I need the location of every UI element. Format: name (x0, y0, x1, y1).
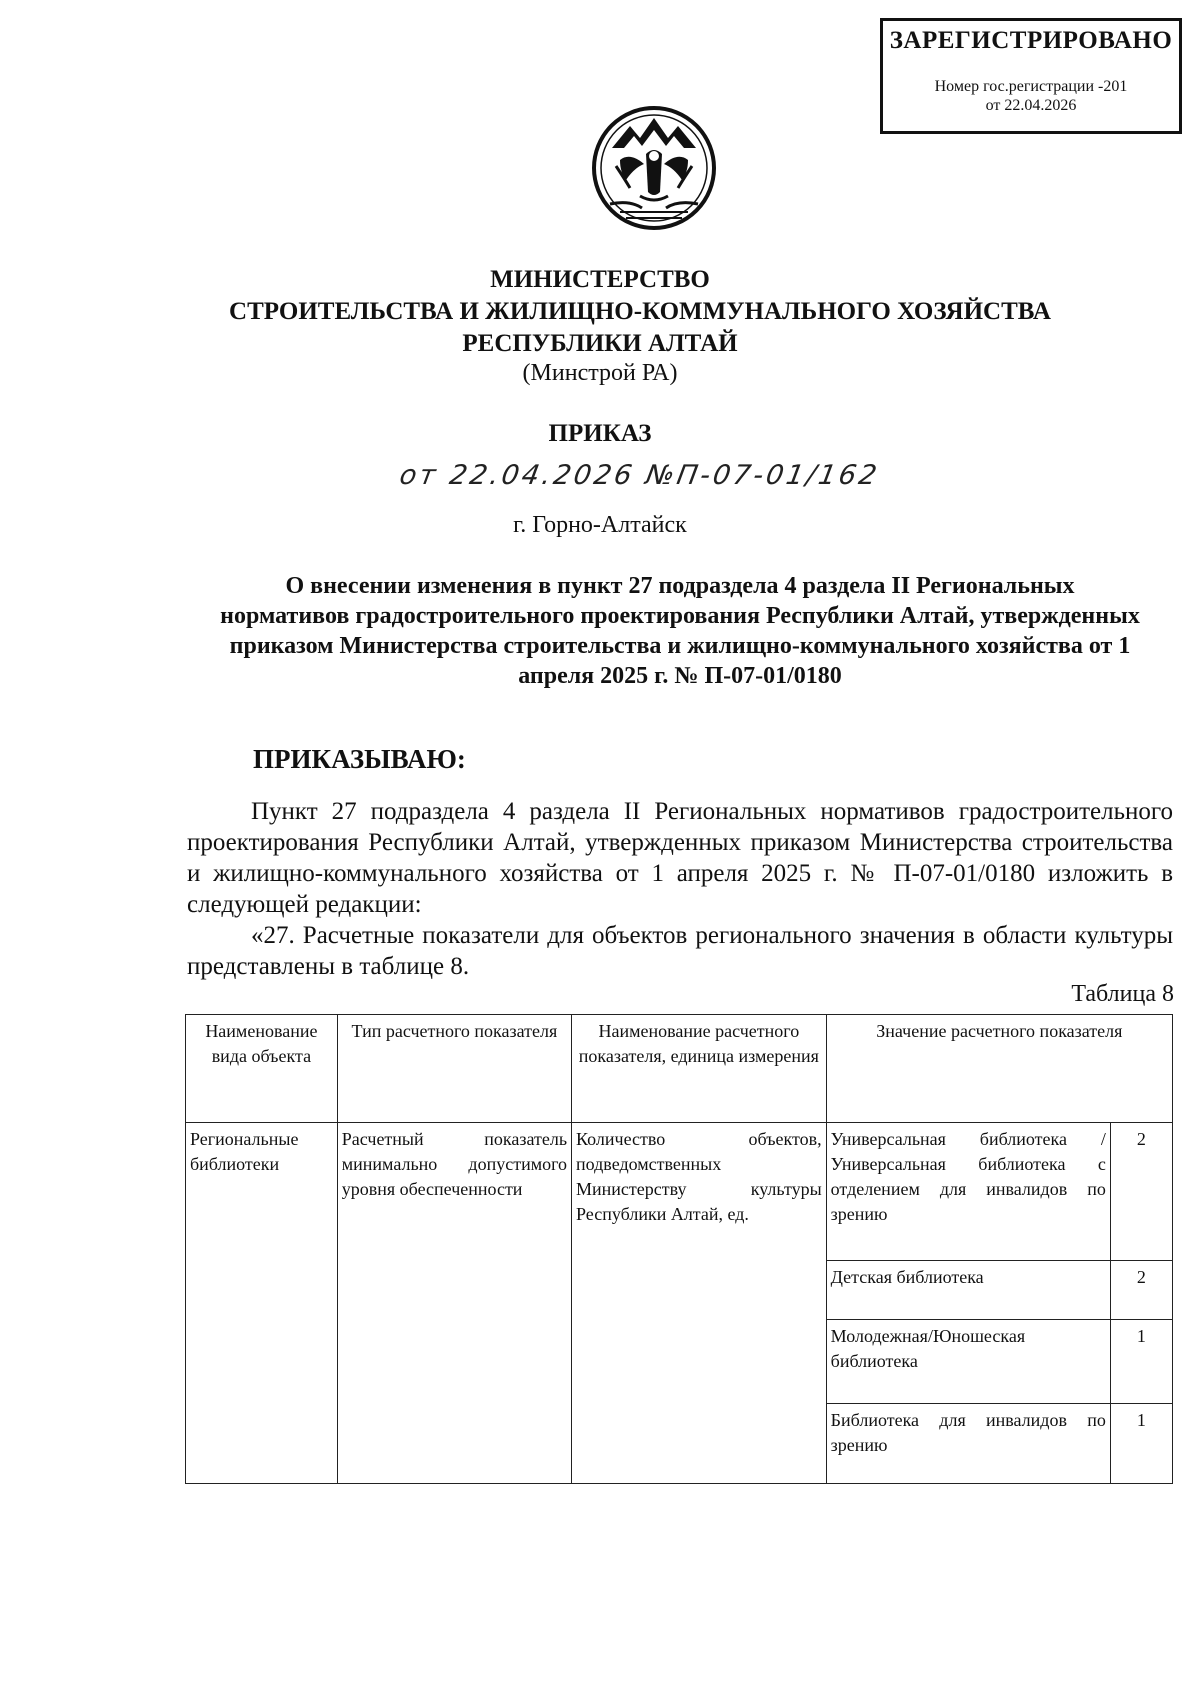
order-title: ПРИКАЗ (548, 420, 652, 447)
stamp-registration-number: Номер гос.регистрации -201 (934, 78, 1128, 95)
registration-stamp (880, 18, 1182, 134)
ministry-short-name: (Минстрой РА) (522, 360, 678, 386)
ministry-line-1: МИНИСТЕРСТВО (490, 266, 710, 293)
cell-indicator-type: Расчетный показатель минимально допустимого уровня обеспеченности (337, 1123, 571, 1484)
ministry-line-3: РЕСПУБЛИКИ АЛТАЙ (462, 330, 738, 357)
header-indicator-value: Значение расчетного показателя (826, 1015, 1172, 1123)
table-header-row (186, 1015, 1173, 1123)
city: г. Горно-Алтайск (513, 512, 687, 538)
handwritten-order-number: от 22.04.2026 №П-07-01/162 (397, 460, 882, 491)
cell-value-label: Детская библиотека (826, 1261, 1110, 1320)
header-object-type: Наименование вида объекта (186, 1015, 338, 1123)
cell-value: 2 (1110, 1261, 1172, 1320)
cell-value: 1 (1110, 1320, 1172, 1404)
table-caption: Таблица 8 (1071, 981, 1174, 1007)
cell-indicator-name: Количество объектов, подведомственных Министерству культуры Республики Алтай, ед. (572, 1123, 827, 1484)
cell-value: 2 (1110, 1123, 1172, 1261)
cell-value-label: Молодежная/Юношеская библиотека (826, 1320, 1110, 1404)
decree-word: ПРИКАЗЫВАЮ: (253, 744, 466, 774)
republic-of-altai-coat-of-arms-icon (590, 104, 718, 232)
stamp-title: ЗАРЕГИСТРИРОВАНО (889, 27, 1173, 54)
order-heading: О внесении изменения в пункт 27 подраздела 4 раздела II Региональных нормативов градостроительного проектирования Республики Алтай, утвержденных приказом Министерства строительства и жилищно-коммунального хозяйства от 1 апреля 2025 г. № П-07-01/0180 (220, 573, 1140, 689)
ministry-line-2: СТРОИТЕЛЬСТВА И ЖИЛИЩНО-КОММУНАЛЬНОГО ХОЗЯЙСТВА (229, 298, 1051, 325)
cell-value-label: Библиотека для инвалидов по зрению (826, 1404, 1110, 1484)
cell-value-label: Универсальная библиотека /Универсальная библиотека с отделением для инвалидов по зрению (826, 1123, 1110, 1261)
paragraph-2: «27. Расчетные показатели для объектов регионального значения в области культуры представлены в таблице 8. (187, 922, 1173, 980)
stamp-date: от 22.04.2026 (985, 97, 1077, 114)
header-indicator-name: Наименование расчетного показателя, единица измерения (572, 1015, 827, 1123)
table-row (186, 1123, 1173, 1261)
header-indicator-type: Тип расчетного показателя (337, 1015, 571, 1123)
cell-object-type: Региональные библиотеки (186, 1123, 338, 1484)
table-8 (185, 1014, 1173, 1484)
paragraph-1: Пункт 27 подраздела 4 раздела II Региональных нормативов градостроительного проектирования Республики Алтай, утвержденных приказом Министерства строительства и жилищно-коммунального хозяйства от 1 апреля 2025 г. № П-07-01/0180 изложить в следующей редакции: (187, 798, 1173, 918)
cell-value: 1 (1110, 1404, 1172, 1484)
